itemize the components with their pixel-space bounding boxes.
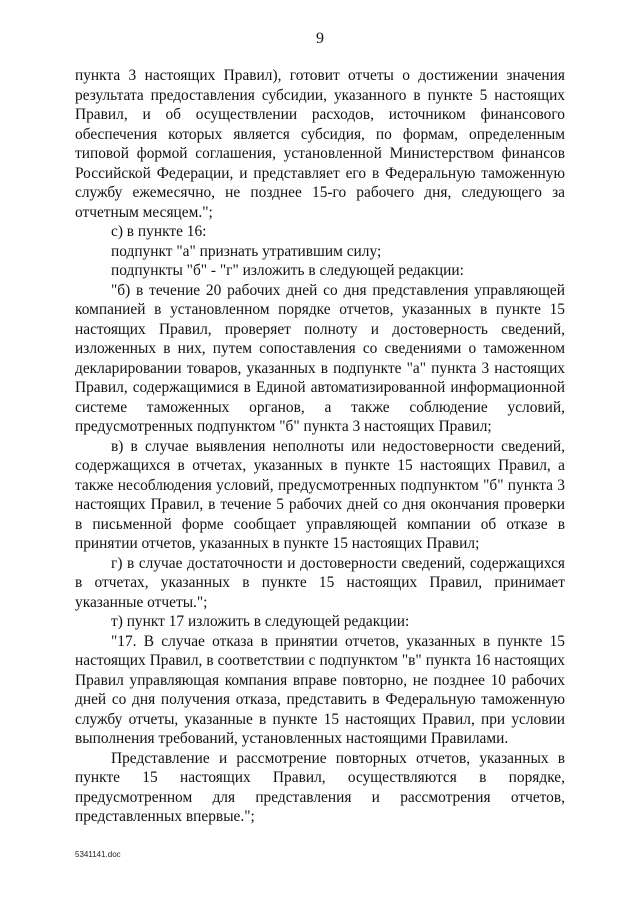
paragraph-continuation: пункта 3 настоящих Правил), готовит отчеты о достижении значения результата предоставления субсидии, указанного в пункте 5 настоящих Правил, и об осуществлении расходов, источником финансового обеспечения которых является субсидия, по формам, определенным типовой формой соглашения, установленной Министерством финансов Российской Федерации, и представляет его в Федеральную таможенную службу ежемесячно, не позднее 15-го рабочего дня, следующего за отчетным месяцем."; — [75, 67, 565, 221]
paragraph-subitems-b-g: подпункты "б" - "г" изложить в следующей редакции: — [111, 262, 464, 279]
paragraph-subitem-v: в) в случае выявления неполноты или недостоверности сведений, содержащихся в отчетах, указанных в пункте 15 настоящих Правил, а также несоблюдения условий, предусмотренных подпунктом "б" пункта 3 настоящих Правил, в течение 5 рабочих дней со дня окончания проверки в письменной форме сообщает управляющей компании об отказе в принятии отчетов, указанных в пункте 15 настоящих Правил; — [75, 437, 565, 552]
document-code: 5341141.doc — [75, 850, 121, 859]
page-number: 9 — [316, 30, 324, 47]
paragraph-repeat-reports: Представление и рассмотрение повторных отчетов, указанных в пункте 15 настоящих Правил, осуществляются в порядке, предусмотренном для представления и рассмотрения отчетов, представленных впервые."; — [75, 749, 565, 825]
paragraph-item-t: т) пункт 17 изложить в следующей редакции: — [111, 613, 410, 630]
document-body — [75, 66, 565, 827]
paragraph-subitem-b: "б) в течение 20 рабочих дней со дня представления управляющей компанией в установленном порядке отчетов, указанных в пункте 15 настоящих Правил, проверяет полноту и достоверность сведений, изложенных в них, путем сопоставления со сведениями о таможенном декларировании товаров, указанных в подпункте "а" пункта 3 настоящих Правил, содержащимися в Единой автоматизированной информационной системе таможенных органов, а также соблюдение условий, предусмотренных подпунктом "б" пункта 3 настоящих Правил; — [75, 281, 565, 435]
paragraph-item-s: с) в пункте 16: — [111, 223, 207, 240]
paragraph-point-17: "17. В случае отказа в принятии отчетов, указанных в пункте 15 настоящих Правил, в соответствии с подпунктом "в" пункта 16 настоящих Правил управляющая компания вправе повторно, не позднее 10 рабочих дней со дня получения отказа, представить в Федеральную таможенную службу отчеты, указанные в пункте 15 настоящих Правил, при условии выполнения требований, установленных настоящими Правилами. — [75, 632, 565, 747]
paragraph-subitem-a: подпункт "а" признать утратившим силу; — [111, 242, 382, 260]
paragraph-subitem-g: г) в случае достаточности и достоверности сведений, содержащихся в отчетах, указанных в пункте 15 настоящих Правил, принимает указанные отчеты."; — [75, 554, 565, 611]
